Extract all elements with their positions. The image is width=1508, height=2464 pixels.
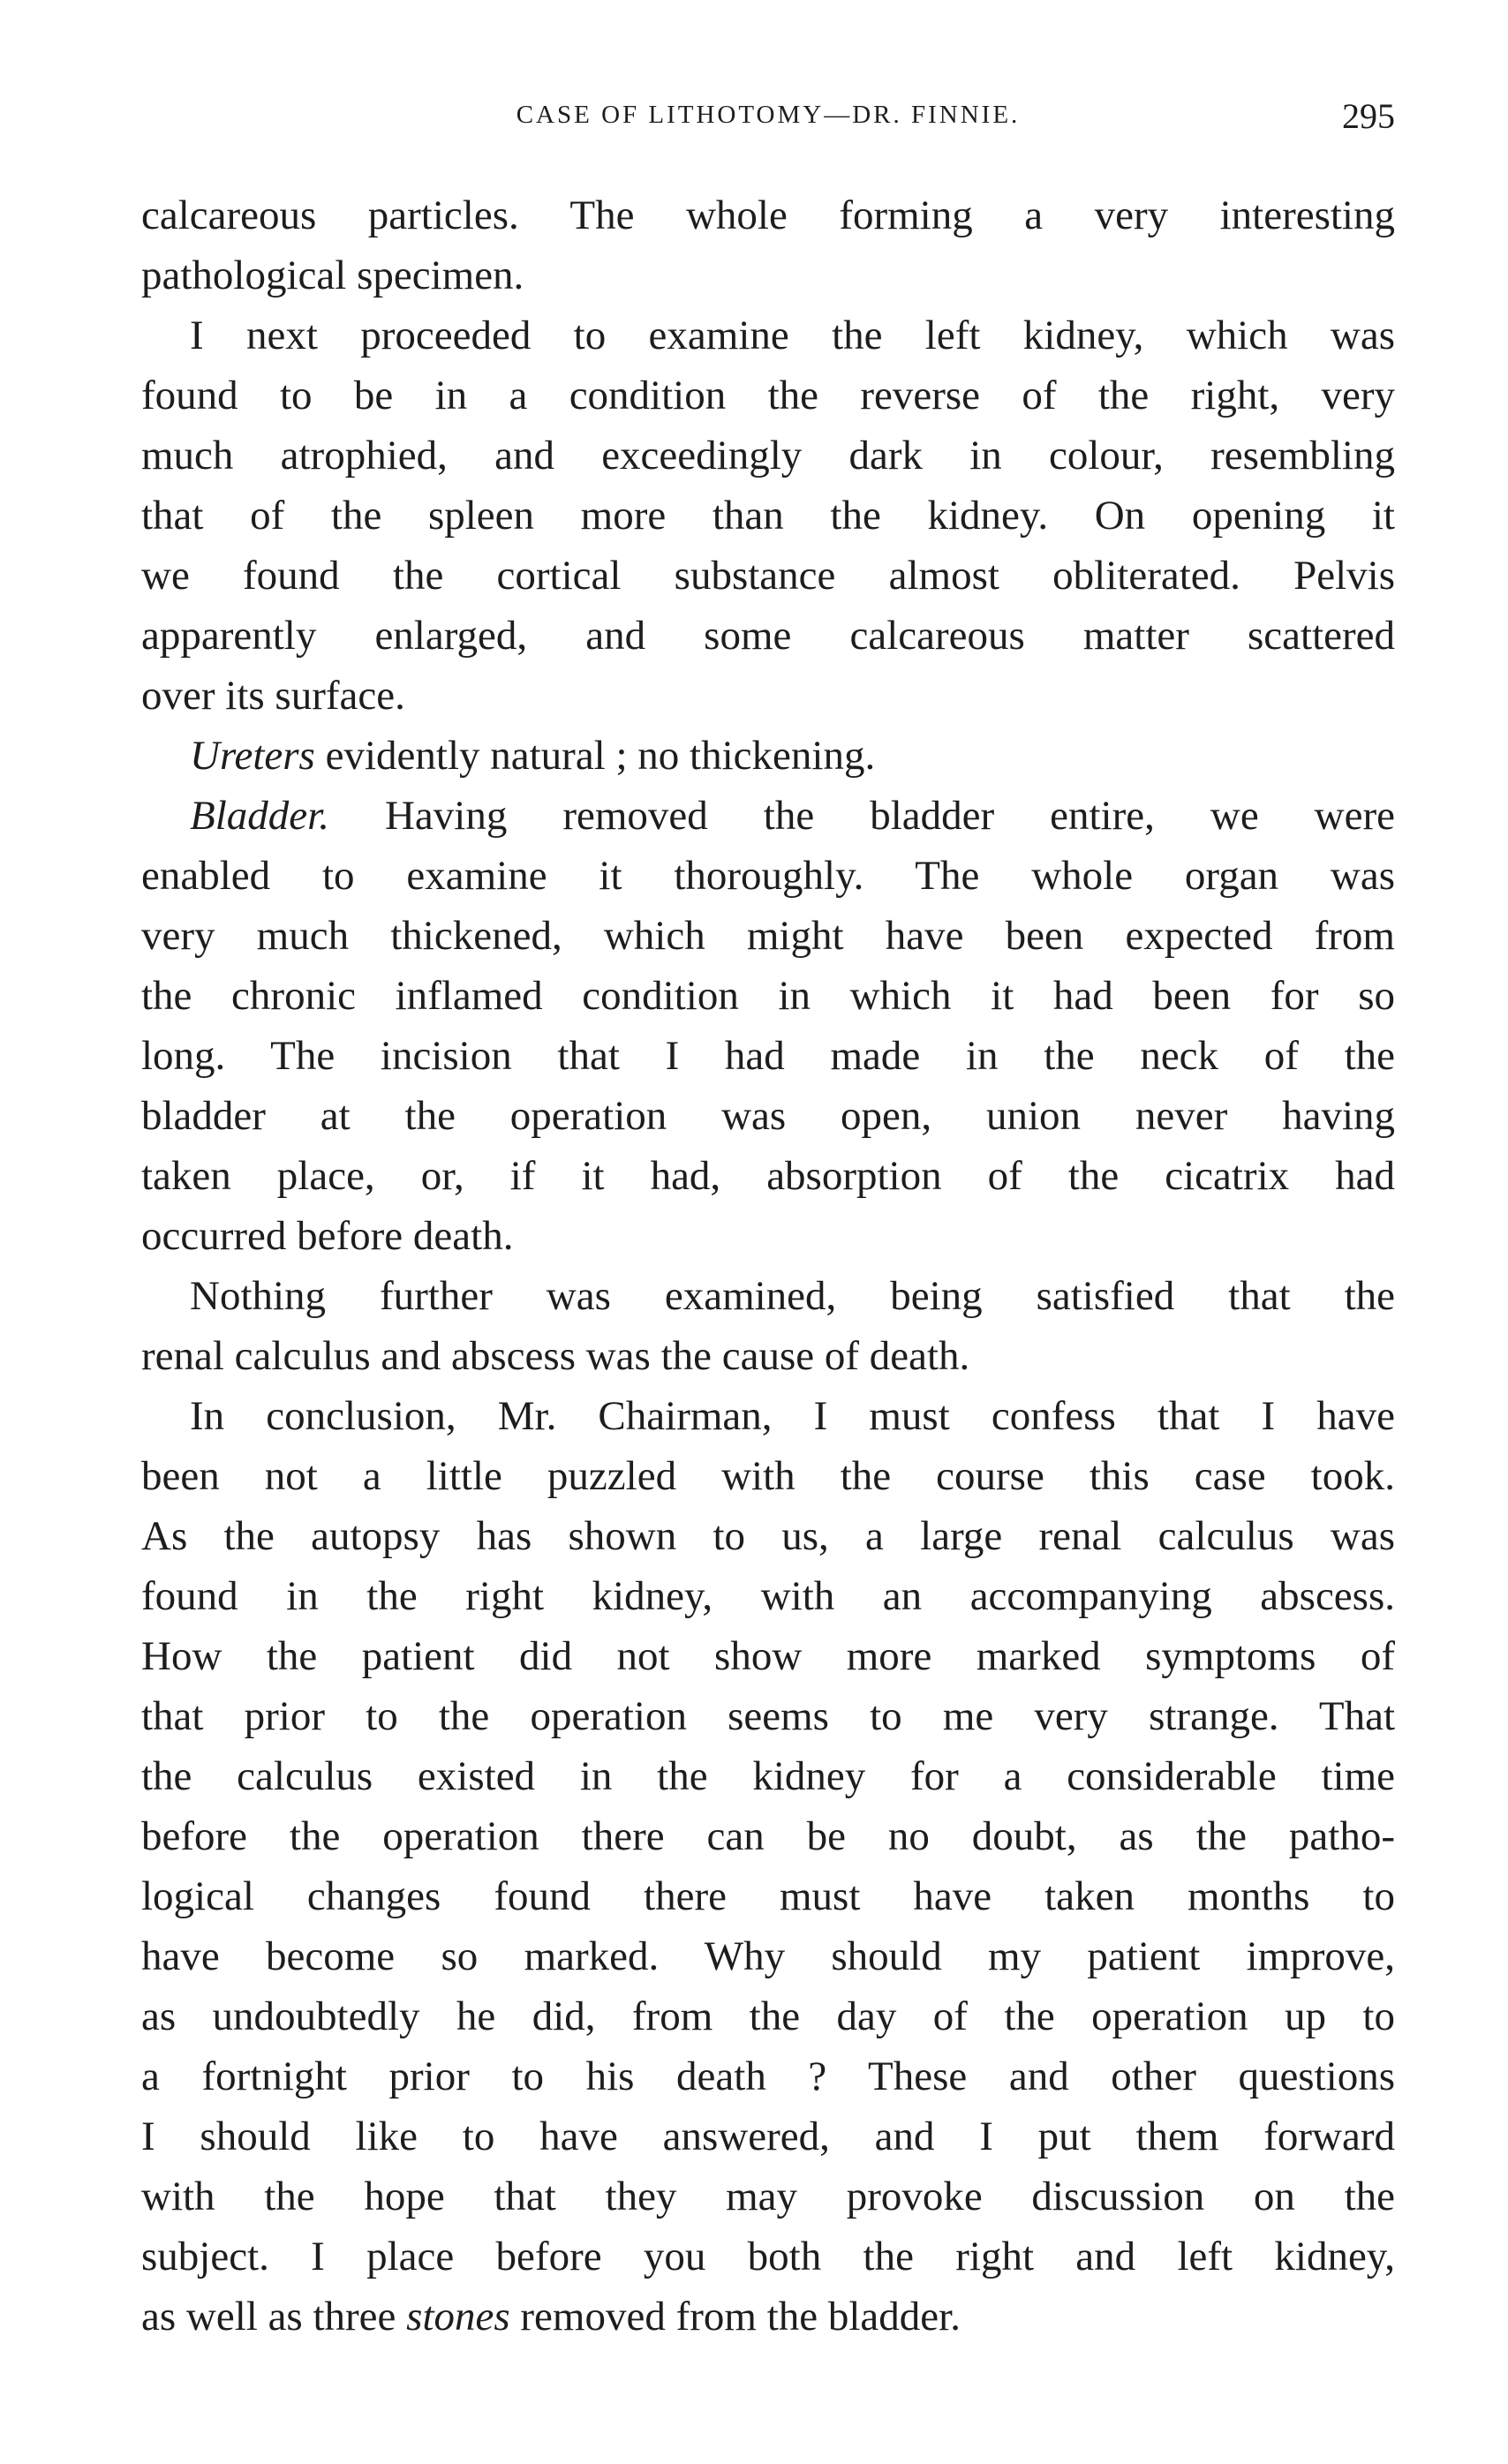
paragraph xyxy=(141,305,1395,726)
text-line xyxy=(141,786,1395,846)
text-line: found in the right kidney, with an accompanying abscess. xyxy=(141,1573,1395,1619)
text-line: the chronic inflamed condition in which it had been for so xyxy=(141,973,1395,1019)
body-text xyxy=(141,185,1395,2347)
text-line: pathological specimen. xyxy=(141,252,524,298)
page-number: 295 xyxy=(1342,96,1395,136)
text-line: enabled to examine it thoroughly. The whole organ was xyxy=(141,853,1395,899)
text-line: Nothing further was examined, being satisfied that the xyxy=(190,1273,1395,1319)
text-line: renal calculus and abscess was the cause of death. xyxy=(141,1333,970,1379)
text-line: bladder at the operation was open, union never having xyxy=(141,1093,1395,1139)
paragraph xyxy=(141,1266,1395,1386)
text-line: before the operation there can be no doubt, as the patho- xyxy=(141,1813,1395,1859)
text-line: much atrophied, and exceedingly dark in colour, resembling xyxy=(141,433,1395,478)
text-line: found to be in a condition the reverse of the right, very xyxy=(141,373,1395,418)
text-line: taken place, or, if it had, absorption of the cicatrix had xyxy=(141,1153,1395,1199)
paragraph xyxy=(141,1386,1395,2347)
text-line: calcareous particles. The whole forming a very interesting xyxy=(141,192,1395,238)
text-run: removed from the bladder. xyxy=(509,2294,961,2340)
text-line: with the hope that they may provoke discussion on the xyxy=(141,2174,1395,2219)
running-head: CASE OF LITHOTOMY—DR. FINNIE. xyxy=(516,101,1021,129)
text-line: have become so marked. Why should my patient improve, xyxy=(141,1933,1395,1979)
text-line: How the patient did not show more marked symptoms of xyxy=(141,1633,1395,1679)
text-line: apparently enlarged, and some calcareous matter scattered xyxy=(141,613,1395,659)
text-run: as well as three xyxy=(141,2294,407,2340)
text-line: very much thickened, which might have been expected from xyxy=(141,913,1395,959)
italic-term: Bladder. xyxy=(190,793,329,839)
text-line xyxy=(141,2287,1395,2347)
text-line xyxy=(141,726,1395,786)
paragraph xyxy=(141,786,1395,1266)
text-line: long. The incision that I had made in the neck of the xyxy=(141,1033,1395,1079)
text-line: that of the spleen more than the kidney. On opening it xyxy=(141,493,1395,539)
paragraph xyxy=(141,185,1395,305)
page-header xyxy=(141,95,1395,148)
text-line: over its surface. xyxy=(141,673,405,719)
text-line: I next proceeded to examine the left kidney, which was xyxy=(190,313,1395,358)
text-line: As the autopsy has shown to us, a large renal calculus was xyxy=(141,1513,1395,1559)
paragraph xyxy=(141,726,1395,786)
text-line: In conclusion, Mr. Chairman, I must confess that I have xyxy=(190,1393,1395,1439)
text-line: subject. I place before you both the right and left kidney, xyxy=(141,2234,1395,2279)
text-line: been not a little puzzled with the course this case took. xyxy=(141,1453,1395,1499)
text-line: as undoubtedly he did, from the day of the operation up to xyxy=(141,1993,1395,2039)
text-run: Having removed the bladder entire, we were xyxy=(328,793,1395,839)
text-line: occurred before death. xyxy=(141,1213,514,1259)
text-line: logical changes found there must have taken months to xyxy=(141,1873,1395,1919)
text-run: evidently natural ; no thickening. xyxy=(314,733,876,779)
italic-term: stones xyxy=(406,2294,510,2340)
text-line: I should like to have answered, and I put them forward xyxy=(141,2114,1395,2159)
italic-term: Ureters xyxy=(190,733,315,779)
text-line: a fortnight prior to his death ? These and other questions xyxy=(141,2053,1395,2099)
text-line: that prior to the operation seems to me very strange. That xyxy=(141,1693,1395,1739)
text-line: we found the cortical substance almost obliterated. Pelvis xyxy=(141,553,1395,599)
text-line: the calculus existed in the kidney for a considerable time xyxy=(141,1753,1395,1799)
